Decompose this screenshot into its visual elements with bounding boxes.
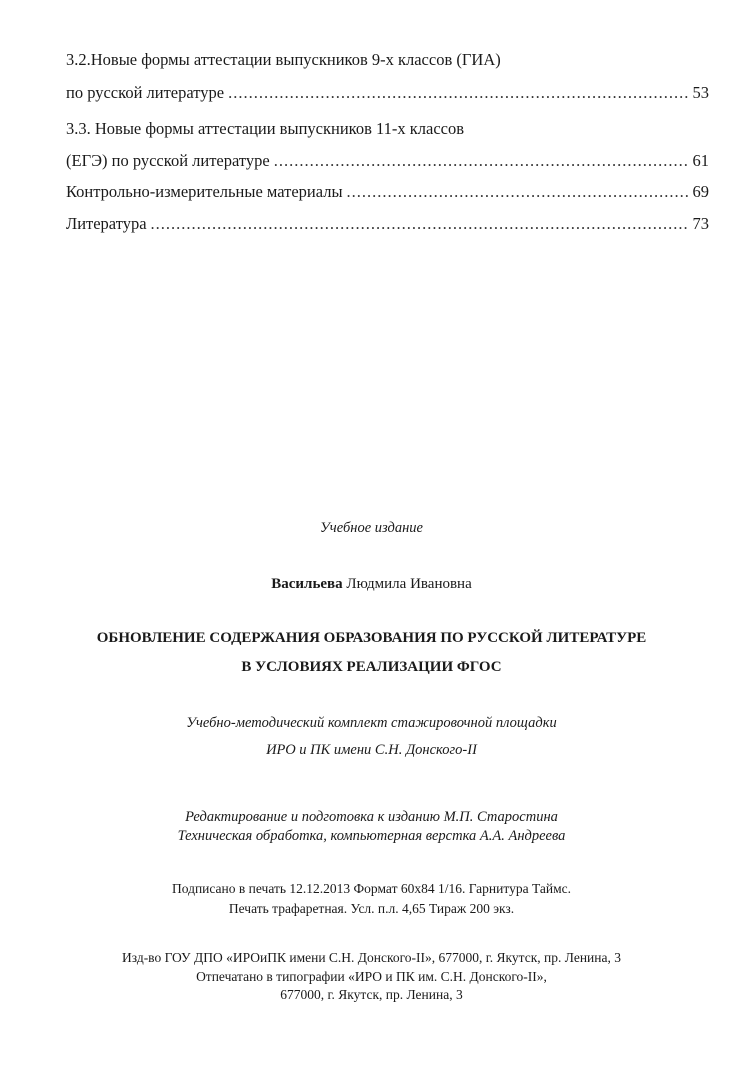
author xyxy=(0,576,743,593)
toc-leader-dots xyxy=(347,182,689,202)
print-info-line2: Печать трафаретная. Усл. п.л. 4,65 Тираж 200 экз. xyxy=(228,901,515,916)
toc-entry-page: 73 xyxy=(692,214,709,233)
technical-credit: Техническая обработка, компьютерная верстка А.А. Андреева xyxy=(177,828,566,844)
toc-leader-dots xyxy=(151,214,689,234)
toc-entry-page: 61 xyxy=(692,151,709,170)
subtitle-line1: Учебно-методический комплект стажировочной площадки xyxy=(186,715,557,731)
toc-entry xyxy=(66,182,709,202)
book-title-line2: В УСЛОВИЯХ РЕАЛИЗАЦИИ ФГОС xyxy=(241,659,502,675)
toc-entry-title: (ЕГЭ) по русской литературе xyxy=(66,151,270,170)
toc-entry-title: по русской литературе xyxy=(66,83,225,102)
publisher-line3: 677000, г. Якутск, пр. Ленина, 3 xyxy=(280,987,463,1002)
author-surname: Васильева xyxy=(271,576,343,592)
author-given-names: Людмила Ивановна xyxy=(342,576,472,592)
toc-entry-page: 53 xyxy=(692,83,709,102)
toc-leader-dots xyxy=(228,83,688,103)
publisher-line1: Изд-во ГОУ ДПО «ИРОиПК имени С.Н. Донского-II», 677000, г. Якутск, пр. Ленина, 3 xyxy=(121,950,621,965)
subtitle-line2: ИРО и ПК имени С.Н. Донского-II xyxy=(266,742,477,758)
book-title-line1: ОБНОВЛЕНИЕ СОДЕРЖАНИЯ ОБРАЗОВАНИЯ ПО РУССКОЙ ЛИТЕРАТУРЕ xyxy=(96,630,647,646)
toc-entry-title: Литература xyxy=(66,214,147,233)
toc-entry-page: 69 xyxy=(692,182,709,201)
print-info-line1: Подписано в печать 12.12.2013 Формат 60х84 1/16. Гарнитура Таймс. xyxy=(171,881,572,896)
toc-leader-dots xyxy=(274,151,689,171)
toc-entry xyxy=(66,214,709,234)
publisher-line2: Отпечатано в типографии «ИРО и ПК им. С.Н. Донского-II», xyxy=(196,969,547,984)
toc-entry-line1: 3.3. Новые формы аттестации выпускников 11-х классов xyxy=(66,119,465,138)
toc-entry xyxy=(66,83,709,103)
toc-entry-line1: 3.2.Новые формы аттестации выпускников 9-х классов (ГИА) xyxy=(66,50,501,69)
toc-entry-title: Контрольно-измерительные материалы xyxy=(66,182,343,201)
toc-entry xyxy=(66,151,709,171)
edition-type: Учебное издание xyxy=(320,520,423,536)
editing-credit: Редактирование и подготовка к изданию М.П. Старостина xyxy=(185,809,558,825)
